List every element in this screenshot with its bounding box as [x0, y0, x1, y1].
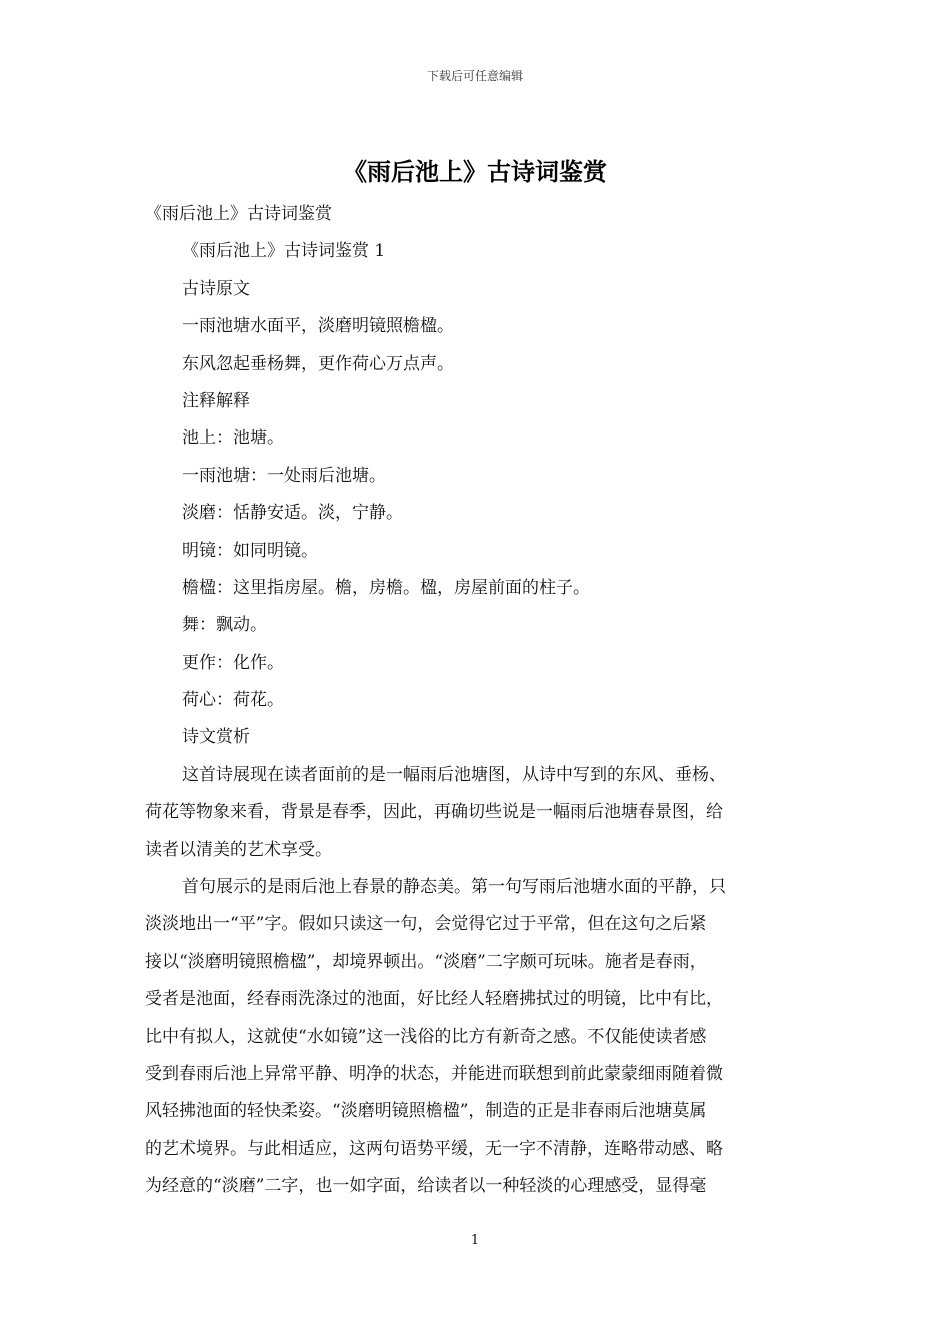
paragraph-line: 读者以清美的艺术享受。: [145, 839, 332, 860]
paragraph-line: 风轻拂池面的轻快柔姿。“淡磨明镜照檐楹”，制造的正是非春雨后池塘莫属: [145, 1101, 707, 1122]
paragraph-line: 受者是池面，经春雨洗涤过的池面，好比经人轻磨拂拭过的明镜，比中有比，: [145, 989, 723, 1010]
analysis-paragraph: [145, 869, 817, 1206]
poem-line: 一雨池塘水面平，淡磨明镜照檐楹。: [182, 316, 454, 337]
header-note: 下载后可任意编辑: [426, 69, 523, 83]
note-item: 荷心：荷花。: [182, 690, 284, 711]
poem-line: 东风忽起垂杨舞，更作荷心万点声。: [182, 353, 454, 374]
document-title: 《雨后池上》古诗词鉴赏: [343, 157, 607, 186]
analysis-heading: 诗文赏析: [182, 727, 250, 748]
note-item: 檐楹：这里指房屋。檐，房檐。楹，房屋前面的柱子。: [182, 577, 590, 598]
paragraph-line: 淡淡地出一“平”字。假如只读这一句，会觉得它过于平常，但在这句之后紧: [145, 914, 707, 935]
note-item: 池上：池塘。: [182, 428, 284, 449]
paragraph-line: 为经意的“淡磨”二字，也一如字面，给读者以一种轻淡的心理感受，显得毫: [145, 1176, 707, 1197]
analysis-paragraph: [145, 757, 817, 869]
note-item: 更作：化作。: [182, 652, 284, 673]
paragraph-line: 比中有拟人，这就使“水如镜”这一浅俗的比方有新奇之感。不仅能使读者感: [145, 1026, 707, 1047]
document-body: [145, 196, 817, 1206]
paragraph-line: 受到春雨后池上异常平静、明净的状态，并能进而联想到前此蒙蒙细雨随着微: [145, 1063, 723, 1084]
note-item: 一雨池塘：一处雨后池塘。: [182, 465, 386, 486]
paragraph-line: 这首诗展现在读者面前的是一幅雨后池塘图，从诗中写到的东风、垂杨、: [182, 764, 726, 785]
section-title: 《雨后池上》古诗词鉴赏 1: [182, 241, 386, 262]
note-item: 明镜：如同明镜。: [182, 540, 318, 561]
paragraph-line: 接以“淡磨明镜照檐楹”，却境界顿出。“淡磨”二字颇可玩味。施者是春雨，: [145, 951, 707, 972]
poem-heading: 古诗原文: [182, 278, 250, 299]
paragraph-line: 荷花等物象来看，背景是春季，因此，再确切些说是一幅雨后池塘春景图，给: [145, 802, 723, 823]
page-number: 1: [470, 1233, 480, 1248]
note-item: 淡磨：恬静安适。淡，宁静。: [182, 503, 403, 524]
paragraph-line: 的艺术境界。与此相适应，这两句语势平缓，无一字不清静，连略带动感、略: [145, 1138, 723, 1159]
notes-heading: 注释解释: [182, 390, 250, 411]
document-subtitle: 《雨后池上》古诗词鉴赏: [145, 204, 332, 224]
note-item: 舞：飘动。: [182, 615, 267, 636]
paragraph-line: 首句展示的是雨后池上春景的静态美。第一句写雨后池塘水面的平静，只: [182, 877, 726, 898]
